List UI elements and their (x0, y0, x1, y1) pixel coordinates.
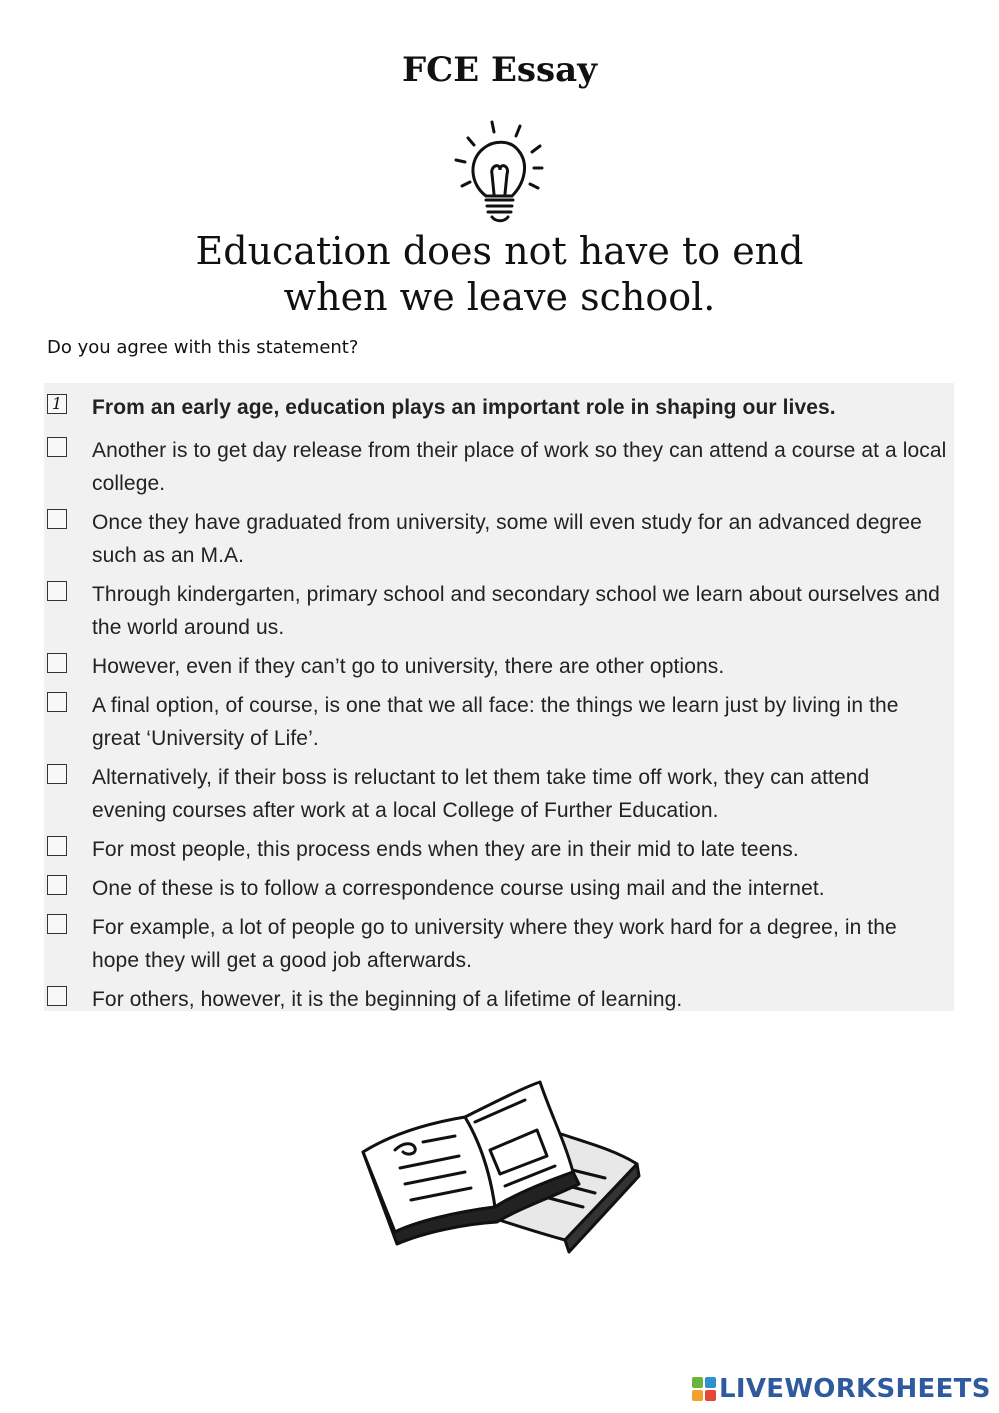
order-box[interactable] (47, 509, 67, 529)
order-box[interactable] (47, 875, 67, 895)
sentence-text: Through kindergarten, primary school and secondary school we learn about ourselves and the world around us. (92, 583, 940, 639)
question-prompt: Do you agree with this statement? (47, 337, 359, 358)
order-box[interactable] (47, 986, 67, 1006)
order-box[interactable] (47, 581, 67, 601)
sentence-text: For most people, this process ends when they are in their mid to late teens. (92, 838, 799, 861)
statement-line-2: when we leave school. (283, 275, 716, 319)
order-box[interactable]: 1 (47, 394, 67, 414)
sentence-text: One of these is to follow a correspondence course using mail and the internet. (92, 877, 825, 900)
liveworksheets-logo (692, 1374, 991, 1404)
brand-name: LIVEWORKSHEETS (719, 1374, 991, 1404)
order-box[interactable] (47, 764, 67, 784)
sentence-text: Another is to get day release from their place of work so they can attend a course at a local college. (92, 439, 947, 495)
ordering-exercise (44, 383, 954, 1011)
order-box[interactable] (47, 836, 67, 856)
sentence-text: However, even if they can’t go to university, there are other options. (92, 655, 725, 678)
order-box[interactable] (47, 914, 67, 934)
sentence-text: For others, however, it is the beginning of a lifetime of learning. (92, 988, 683, 1011)
liveworksheets-logo-icon (692, 1377, 716, 1401)
order-box[interactable] (47, 692, 67, 712)
open-books-illustration (355, 1072, 645, 1257)
sentence-text: Alternatively, if their boss is reluctant to let them take time off work, they can attend evening courses after work at a local College of Further Education. (92, 766, 870, 822)
sentence-text: From an early age, education plays an important role in shaping our lives. (92, 396, 836, 419)
sentence-text: A final option, of course, is one that we all face: the things we learn just by living in the great ‘University of Life’. (92, 694, 899, 750)
page-title: FCE Essay (402, 50, 597, 90)
sentence-text: Once they have graduated from university, some will even study for an advanced degree such as an M.A. (92, 511, 922, 567)
order-box[interactable] (47, 653, 67, 673)
lightbulb-icon (450, 118, 550, 226)
order-box[interactable] (47, 437, 67, 457)
essay-statement (0, 228, 999, 320)
statement-line-1: Education does not have to end (195, 229, 804, 273)
sentence-text: For example, a lot of people go to university where they work hard for a degree, in the hope they will get a good job afterwards. (92, 916, 897, 972)
